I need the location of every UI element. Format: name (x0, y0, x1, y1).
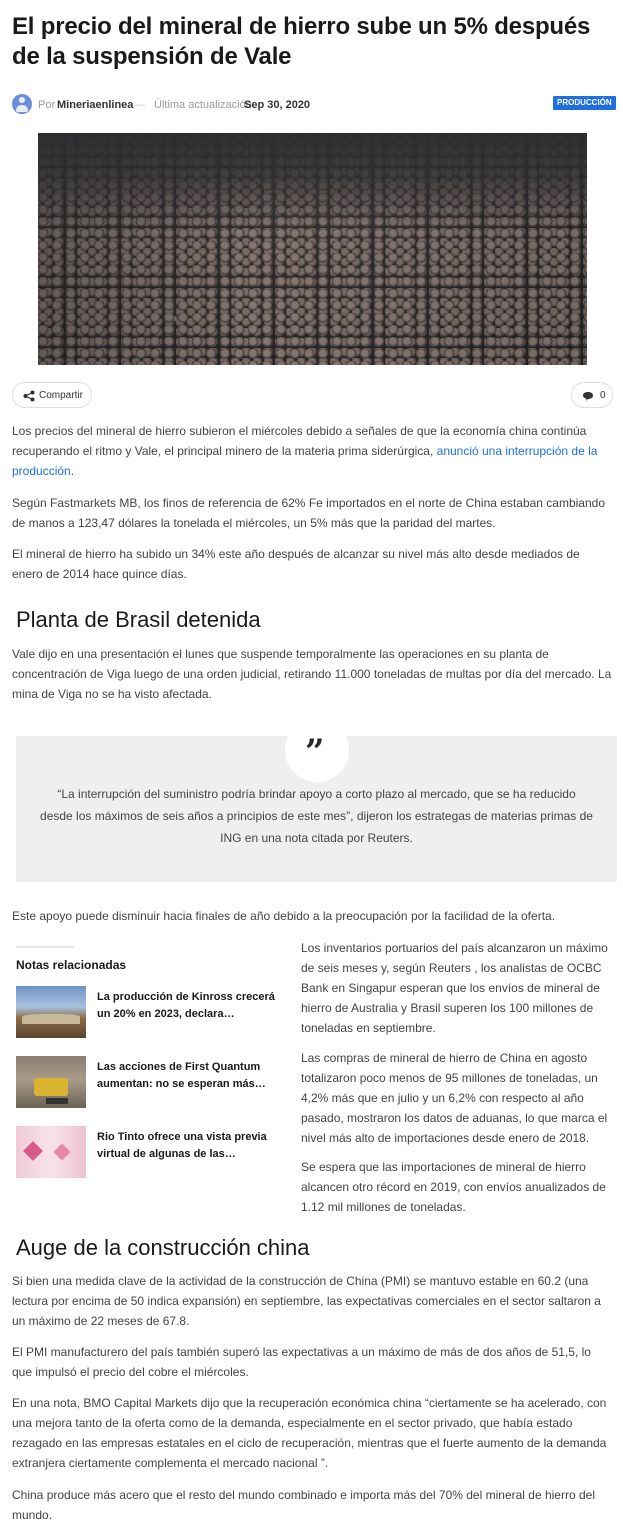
paragraph-6: Los inventarios portuarios del país alcanzaron un máximo de seis meses y, según Reuters , los analistas de OCBC Bank en Singapur esperan que los envíos de mineral de hierro de Australia y Brasil superen los 100 millones de toneladas en septiembre. (301, 941, 608, 1035)
comment-count: 0 (600, 390, 606, 401)
paragraph-11: En una nota, BMO Capital Markets dijo que la recuperación económica china “ciertamente se ha acelerado, con una mejora tanto de la oferta como de la demanda, especialmente en el sector privado, que había estado rezagado en las empresas estatales en el ciclo de recuperación, mientras que el fuerte aumento de la demanda extranjera ciertamente complementa el mercado nacional ”. (12, 1396, 607, 1470)
share-button[interactable] (12, 382, 92, 408)
quote-text: “La interrupción del suministro podría brindar apoyo a corto plazo al mercado, que se ha reducido desde los máximos de seis años a principios de este mes”, dijeron los estrategas de materias primas de ING en una nota citada por Reuters. (40, 787, 593, 845)
by-label: Por (38, 99, 56, 111)
section-heading-construction: Auge de la construcción china (16, 1235, 310, 1260)
article-title: El precio del mineral de hierro sube un 5% después de la suspensión de Vale (12, 13, 591, 70)
related-item[interactable] (16, 986, 276, 1038)
paragraph-5: Este apoyo puede disminuir hacia finales de año debido a la preocupación por la facilidad de la oferta. (12, 909, 556, 923)
related-item-title[interactable]: Rio Tinto ofrece una vista previa virtual de algunas de las… (97, 1131, 267, 1160)
paragraph-8: Se espera que las importaciones de mineral de hierro alcancen otro récord en 2019, con envíos anualizados de 1.12 mil millones de toneladas. (301, 1160, 606, 1214)
related-title: Notas relacionadas (16, 958, 127, 972)
section-heading-brazil-plant: Planta de Brasil detenida (16, 607, 261, 632)
author-avatar[interactable] (12, 94, 32, 114)
updated-label: Última actualización (154, 99, 252, 111)
meta-separator: — (134, 99, 145, 111)
author-link[interactable]: Mineriaenlinea (57, 99, 134, 111)
quote-icon: ” (305, 732, 325, 772)
paragraph-10: El PMI manufacturero del país también superó las expectativas a un máximo de más de dos años de 51,5, lo que impulsó el precio del cobre el miércoles. (12, 1345, 591, 1379)
paragraph-3: El mineral de hierro ha subido un 34% este año después de alcanzar su nivel más alto desde mediados de enero de 2014 hace quince días. (12, 547, 580, 581)
related-item-title[interactable]: La producción de Kinross crecerá un 20% en 2023, declara… (97, 991, 275, 1020)
paragraph-1: Los precios del mineral de hierro subieron el miércoles debido a señales de que la economía china continúa recuperando el ritmo y Vale, el principal minero de la materia prima siderúrgica, anunció una interrupción de la producción. (12, 424, 598, 478)
related-thumbnail[interactable] (16, 986, 86, 1038)
interruption-link[interactable]: anunció una interrupción de la producción (12, 444, 598, 478)
related-item[interactable] (16, 1126, 276, 1178)
comment-icon (582, 391, 594, 402)
related-item[interactable] (16, 1056, 276, 1108)
article-meta (12, 94, 612, 114)
share-icon (23, 390, 35, 402)
paragraph-7: Las compras de mineral de hierro de China en agosto totalizaron poco menos de 95 millones de toneladas, un 4,2% más que en julio y un 6,2% con respecto al año pasado, mostraron los datos de aduanas, lo que marca el nivel más alto de importaciones desde enero de 2018. (301, 1051, 608, 1145)
paragraph-9: Si bien una medida clave de la actividad de la construcción de China (PMI) se mantuvo estable en 60.2 (una lectura por encima de 50 indica expansión) en septiembre, las expectativas comerciales en el sector saltaron a un máximo de 22 meses de 67.8. (12, 1274, 601, 1328)
paragraph-4: Vale dijo en una presentación el lunes que suspende temporalmente las operaciones en su planta de concentración de Viga luego de una orden judicial, retirando 11.000 toneladas de multas por día del mercado. La mina de Viga no se ha visto afectada. (12, 647, 612, 701)
related-item-title[interactable]: Las acciones de First Quantum aumentan: no se esperan más… (97, 1061, 266, 1090)
paragraph-12: China produce más acero que el resto del mundo combinado e importa más del 70% del mineral de hierro del mundo. (12, 1488, 595, 1522)
quote-badge (285, 718, 349, 782)
comments-button[interactable] (571, 382, 613, 408)
related-thumbnail[interactable] (16, 1126, 86, 1178)
related-divider (16, 946, 74, 948)
category-badge[interactable]: PRODUCCIÓN (553, 96, 616, 110)
share-label: Compartir (39, 390, 83, 401)
paragraph-2: Según Fastmarkets MB, los finos de referencia de 62% Fe importados en el norte de China estaban cambiando de manos a 123,47 dólares la tonelada el miércoles, un 5% más que la paridad del martes. (12, 496, 605, 530)
related-thumbnail[interactable] (16, 1056, 86, 1108)
hero-image (38, 133, 587, 365)
article-date: Sep 30, 2020 (244, 99, 311, 111)
